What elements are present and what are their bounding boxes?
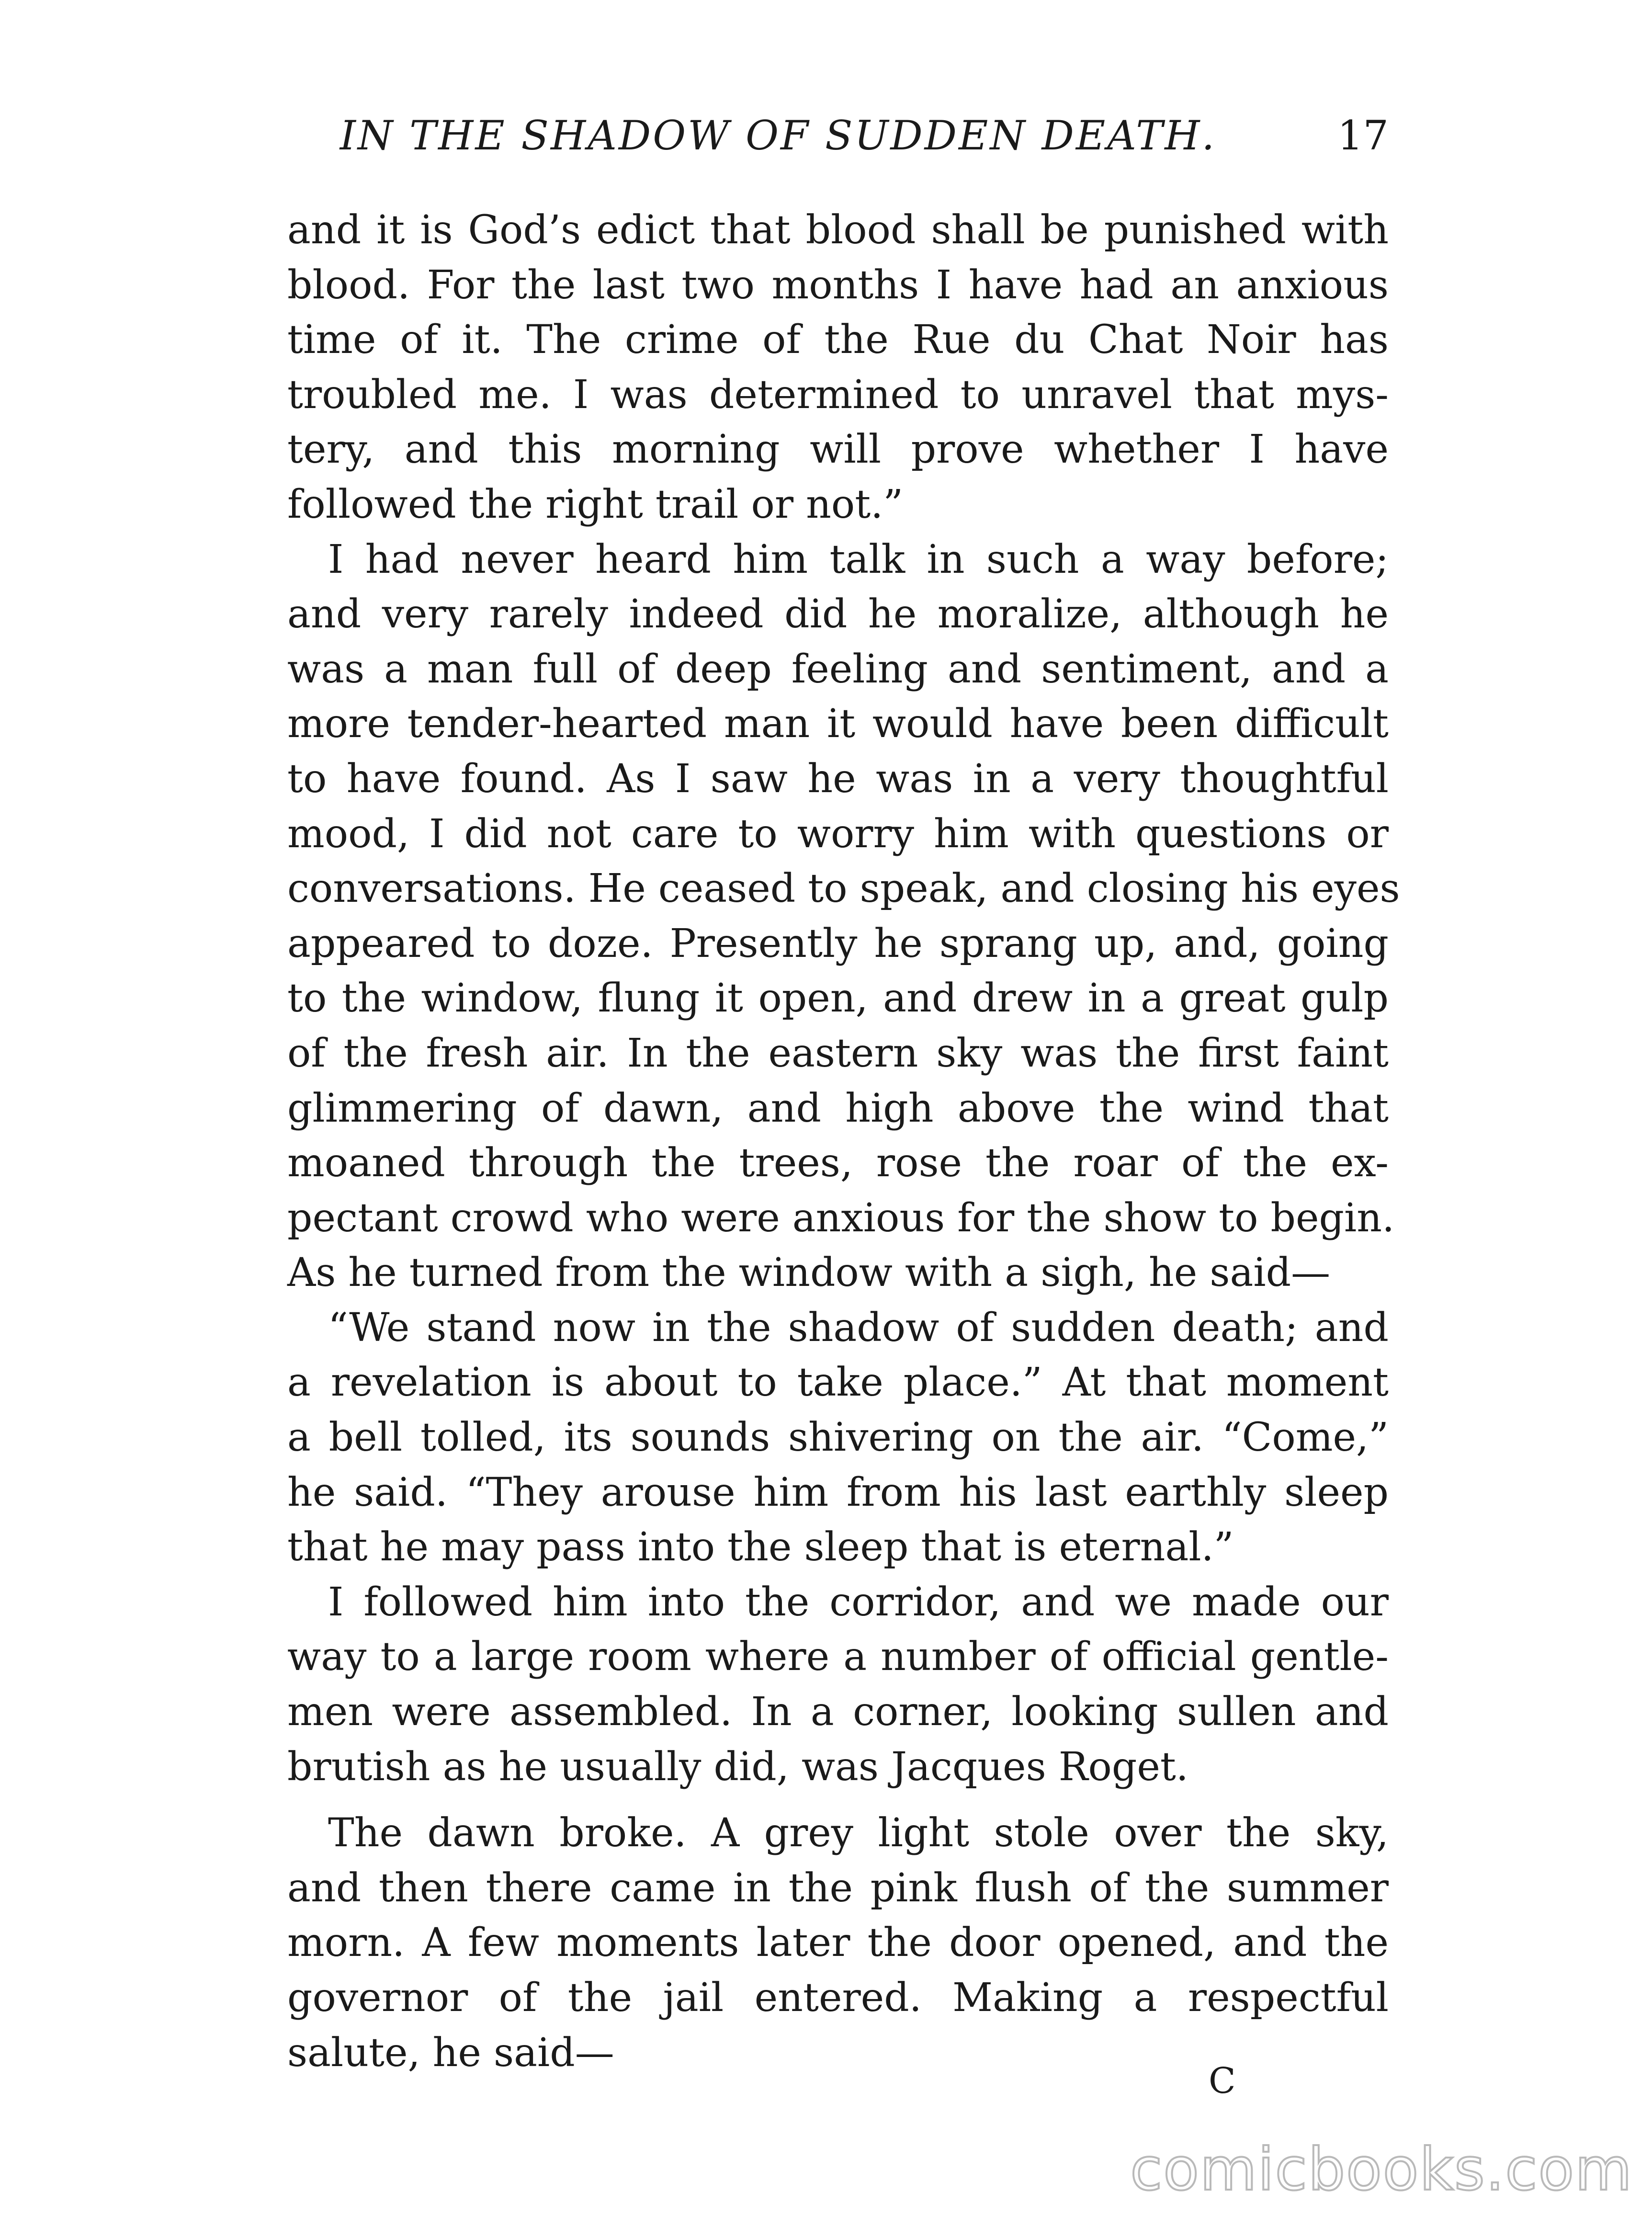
text-line: glimmering of dawn, and high above the wind that bbox=[287, 1085, 1389, 1131]
paragraph bbox=[287, 1575, 1389, 1795]
text-line: more tender-hearted man it would have been difficult bbox=[287, 701, 1389, 747]
text-line: mood, I did not care to worry him with questions or bbox=[287, 811, 1389, 857]
text-line: was a man full of deep feeling and sentiment, and a bbox=[287, 646, 1389, 692]
text-line: and then there came in the pink flush of the summer bbox=[287, 1865, 1389, 1911]
paragraph bbox=[287, 1301, 1389, 1575]
paragraph bbox=[287, 1806, 1389, 2080]
page-number: 17 bbox=[1337, 112, 1389, 159]
text-line: pectant crowd who were anxious for the show to begin. bbox=[287, 1195, 1395, 1241]
text-line: governor of the jail entered. Making a respectful bbox=[287, 1975, 1389, 2021]
text-line: morn. A few moments later the door opened, and the bbox=[287, 1920, 1389, 1966]
watermark: comicbooks.com bbox=[1130, 2136, 1633, 2204]
signature-mark: C bbox=[1209, 2060, 1236, 2102]
text-line: and very rarely indeed did he moralize, although he bbox=[287, 591, 1389, 637]
text-line: “We stand now in the shadow of sudden death; and bbox=[328, 1305, 1389, 1351]
text-line: and it is God’s edict that blood shall be punished with bbox=[287, 207, 1389, 253]
text-line: I had never heard him talk in such a way before; bbox=[328, 536, 1389, 582]
text-line: that he may pass into the sleep that is eternal.” bbox=[287, 1524, 1234, 1570]
text-line: of the fresh air. In the eastern sky was the first faint bbox=[287, 1030, 1389, 1076]
text-line: The dawn broke. A grey light stole over the sky, bbox=[328, 1810, 1389, 1856]
text-line: brutish as he usually did, was Jacques Roget. bbox=[287, 1744, 1188, 1790]
text-line: tery, and this morning will prove whether I have bbox=[287, 427, 1389, 473]
text-line: way to a large room where a number of official gentle- bbox=[287, 1634, 1389, 1680]
body-text bbox=[287, 203, 1400, 2080]
text-line: time of it. The crime of the Rue du Chat Noir has bbox=[287, 317, 1389, 363]
text-line: moaned through the trees, rose the roar of the ex- bbox=[287, 1140, 1389, 1186]
text-line: men were assembled. In a corner, looking sullen and bbox=[287, 1689, 1389, 1735]
text-line: to the window, flung it open, and drew in a great gulp bbox=[287, 976, 1389, 1022]
running-head bbox=[287, 109, 1389, 162]
text-line: salute, he said— bbox=[287, 2030, 614, 2076]
paragraph bbox=[287, 533, 1400, 1301]
text-line: to have found. As I saw he was in a very thoughtful bbox=[287, 756, 1389, 802]
paragraph bbox=[287, 203, 1389, 533]
running-title: IN THE SHADOW OF SUDDEN DEATH. bbox=[339, 112, 1217, 159]
text-line: As he turned from the window with a sigh, he said— bbox=[287, 1250, 1331, 1296]
text-line: I followed him into the corridor, and we made our bbox=[328, 1579, 1389, 1625]
text-line: a bell tolled, its sounds shivering on the air. “Come,” bbox=[287, 1415, 1389, 1461]
paragraph-gap bbox=[287, 1795, 1389, 1806]
text-line: he said. “They arouse him from his last earthly sleep bbox=[287, 1469, 1389, 1515]
text-line: blood. For the last two months I have had an anxious bbox=[287, 262, 1389, 308]
text-line: a revelation is about to take place.” At that moment bbox=[287, 1360, 1389, 1406]
text-line: appeared to doze. Presently he sprang up, and, going bbox=[287, 920, 1389, 966]
text-line: followed the right trail or not.” bbox=[287, 481, 904, 527]
text-line: troubled me. I was determined to unravel that mys- bbox=[287, 372, 1389, 418]
text-line: conversations. He ceased to speak, and closing his eyes bbox=[287, 866, 1400, 912]
